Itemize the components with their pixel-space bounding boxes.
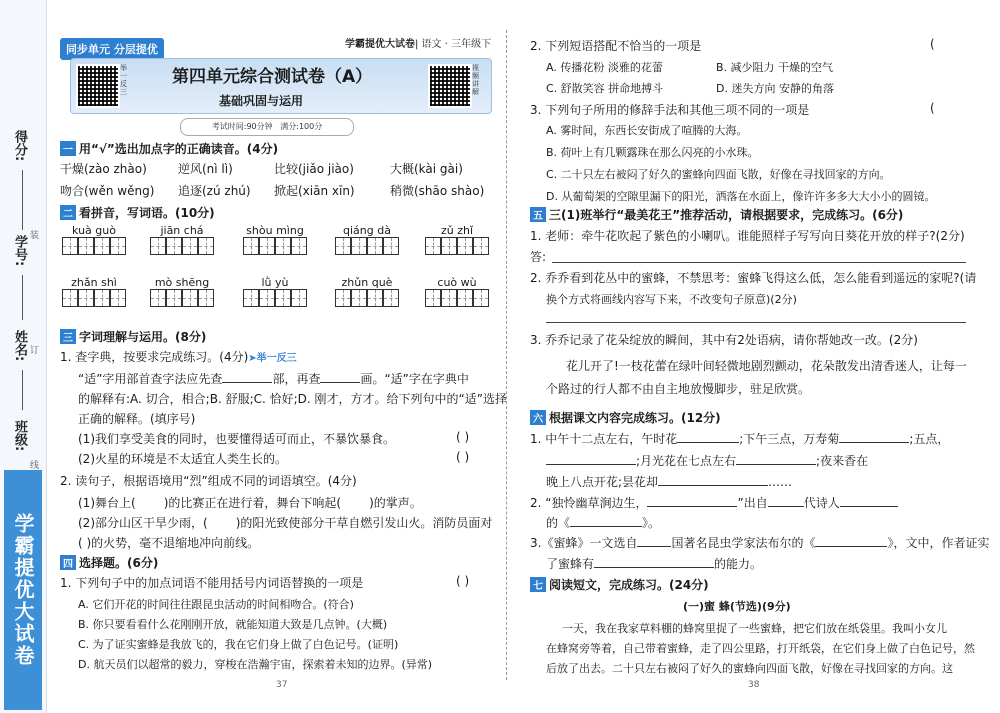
answer-line[interactable]	[546, 322, 966, 323]
pinyin-text: zhǎn shì	[71, 276, 117, 289]
question-3-2: 2. 读句子，根据语境用“烈”组成不同的词语填空。(4分)	[60, 474, 357, 488]
pinyin-text: zhǔn què	[341, 276, 393, 289]
section-1-title	[60, 140, 278, 157]
pinyin-text: kuà guò	[72, 224, 116, 237]
blank[interactable]	[840, 506, 898, 507]
section-2-title	[60, 204, 215, 221]
practice-tag: ➤举一反三	[248, 353, 297, 364]
qr-right-caption: 视频讲解	[472, 64, 479, 96]
fill-line-3	[546, 473, 792, 490]
fill-line-6	[530, 534, 989, 551]
exam-info	[180, 118, 354, 136]
pinyin-cell[interactable]	[62, 224, 126, 255]
pinyin-text: zǔ zhǐ	[440, 224, 474, 237]
section-6-title	[530, 409, 721, 426]
name-label: 姓名:	[12, 330, 27, 362]
blank[interactable]	[658, 485, 768, 486]
pinyin-cell[interactable]	[150, 224, 214, 255]
section-number: 三	[60, 329, 76, 344]
answer-label: 答:	[530, 250, 547, 264]
sentence-b: (2)火星的环境是不太适宜人类生长的。	[78, 452, 287, 466]
pron-item[interactable]: 稍微(shāo shào)	[390, 184, 485, 198]
choice-d[interactable]: D. 从葡萄架的空隙里漏下的阳光，洒落在水面上，像许许多多大大小小的圆镜。	[546, 190, 936, 203]
answer-line[interactable]	[552, 262, 966, 263]
pinyin-cell[interactable]	[243, 224, 307, 255]
text: ……	[768, 475, 793, 489]
binding-mark: 订	[28, 345, 38, 354]
fill-line-7	[546, 555, 762, 572]
page-number-right: 38	[748, 680, 760, 690]
binding-mark: 线	[28, 460, 38, 469]
question-4-2: 2. 下列短语搭配不恰当的一项是	[530, 39, 702, 53]
series-tag: 同步单元 分层提优	[60, 38, 164, 60]
section-number: 一	[60, 141, 76, 156]
lie-sentence-1	[78, 494, 422, 511]
text: )的掌声。	[369, 496, 422, 510]
question-5-1: 1. 老师：牵牛花吹起了紫色的小喇叭。谁能照样子写写向日葵花开放的样子?(2分)	[530, 229, 965, 243]
text: 1. 中午十二点左右，午时花	[530, 432, 678, 446]
blank[interactable]	[222, 382, 272, 383]
pinyin-text: jiān chá	[160, 224, 204, 237]
text: 部，再查	[272, 372, 321, 386]
text: 国著名昆虫学家法布尔的《	[671, 536, 816, 550]
choice-c[interactable]: C. 二十只左右被闷了好久的蜜蜂向四面飞散，好像在寻找回家的方向。	[546, 168, 891, 181]
pinyin-text: shòu mìng	[246, 224, 304, 237]
page-subtitle: 基础巩固与运用	[219, 94, 304, 108]
score-line	[22, 170, 23, 230]
choice-c[interactable]: C. 为了证实蜜蜂是我放飞的，我在它们身上做了白色记号。(证明)	[78, 638, 399, 651]
text: “适”字用部首查字法应先查	[78, 372, 223, 386]
section-heading: 根据课文内容完成练习。(12分)	[549, 411, 721, 425]
student-number-label: 学号:	[12, 235, 27, 267]
blank[interactable]	[815, 546, 887, 547]
choice-d[interactable]: D. 迷失方向 安静的角落	[716, 82, 834, 95]
pinyin-text: cuò wù	[437, 276, 477, 289]
section-7-title	[530, 576, 709, 593]
text: ;月光花在七点左右	[636, 454, 737, 468]
choice-d[interactable]: D. 航天员们以超常的毅力，穿梭在浩瀚宇宙，探索着未知的边界。(异常)	[78, 658, 433, 671]
dictionary-line-2: 的解释有:A. 切合，相合;B. 舒服;C. 恰好;D. 刚才，方才。给下列句中的“适”选择	[78, 392, 507, 406]
section-number: 二	[60, 205, 76, 220]
blank[interactable]	[677, 442, 739, 443]
question-5-2-cont: 换个方式将画线内容写下来，不改变句子原意)(2分)	[546, 293, 797, 306]
answer-paren[interactable]: ( )	[456, 574, 470, 588]
passage-line: 个路过的行人都不由自主地放慢脚步，驻足欣赏。	[546, 382, 811, 396]
blank[interactable]	[637, 546, 671, 547]
pinyin-text: lǜ yù	[261, 276, 289, 289]
qr-code-right-icon[interactable]	[428, 64, 472, 108]
passage-title: (一)蜜 蜂(节选)(9分)	[683, 600, 791, 613]
pron-item[interactable]: 掀起(xiān xīn)	[274, 184, 355, 198]
section-heading: 字词理解与运用。(8分)	[79, 330, 207, 344]
section-3-title	[60, 328, 206, 345]
exam-score: 满分:100分	[280, 122, 323, 131]
text: 画。“适”字在字典中	[360, 372, 469, 386]
choice-a[interactable]: A. 雾时间，东西长安街成了喧腾的大海。	[546, 124, 748, 137]
text: ;夜来香在	[816, 454, 869, 468]
choice-a[interactable]: A. 传播花粉 淡雅的花蕾	[546, 61, 663, 74]
answer-paren[interactable]: (	[930, 101, 935, 115]
section-number: 四	[60, 555, 76, 570]
qr-left-caption: 举一反三	[120, 64, 127, 96]
name-line	[22, 370, 23, 410]
fill-line-1	[530, 430, 949, 447]
text: 代诗人	[803, 496, 840, 510]
question-3-1	[60, 348, 297, 365]
choice-b[interactable]: B. 减少阻力 干燥的空气	[716, 61, 834, 74]
passage-line: 一天，我在我家草料棚的蜂窝里捉了一些蜜蜂，把它们放在纸袋里。我叫小女儿	[562, 622, 947, 635]
lie-sentence-2	[78, 514, 492, 531]
text: ;五点，	[909, 432, 950, 446]
question-4-1: 1. 下列句子中的加点词语不能用括号内词语替换的一项是	[60, 576, 364, 590]
text: 2. “独怜幽草涧边生，	[530, 496, 648, 510]
fill-line-4	[530, 494, 898, 511]
pinyin-text: qiáng dà	[343, 224, 391, 237]
student-number-line	[22, 275, 23, 320]
subject-grade: | 语文 · 三年级下	[415, 39, 492, 50]
passage-line: 在蜂窝旁等着，自己带着蜜蜂，走了四公里路，打开纸袋，在它们身上做了白色记号，然	[546, 642, 975, 655]
text: 的《	[546, 516, 571, 530]
section-heading: 用“√”选出加点字的正确读音。(4分)	[79, 142, 279, 156]
section-heading: 三(1)班举行“最美花王”推荐活动，请根据要求，完成练习。(6分)	[549, 208, 904, 222]
blank[interactable]	[546, 464, 636, 465]
pinyin-cell[interactable]	[425, 224, 489, 255]
answer-paren[interactable]: ( )	[456, 430, 470, 444]
running-header	[345, 35, 491, 50]
pron-item[interactable]: 比较(jiǎo jiào)	[274, 162, 354, 176]
exam-time: 考试时间:90分钟	[211, 122, 273, 131]
text: ;下午三点，万寿菊	[739, 432, 840, 446]
lie-sentence-3: ( )的火势，毫不退缩地冲向前线。	[78, 536, 260, 550]
text: (2)部分山区干旱少雨，(	[78, 516, 208, 530]
text: 》，文中，作者证实	[887, 536, 990, 550]
choice-c[interactable]: C. 舒散笑容 拼命地搏斗	[546, 82, 664, 95]
fill-line-2	[546, 452, 868, 469]
page-divider	[506, 30, 507, 680]
pinyin-cell[interactable]	[150, 276, 214, 307]
section-4-title	[60, 554, 158, 571]
answer-paren[interactable]: (	[930, 37, 935, 51]
section-number: 五	[530, 207, 546, 222]
pinyin-cell[interactable]	[335, 276, 399, 307]
text: (1)舞台上(	[78, 496, 136, 510]
blank[interactable]	[320, 382, 360, 383]
question-text: 1. 查字典，按要求完成练习。(4分)	[60, 350, 249, 364]
pron-item[interactable]: 吻合(wěn wěng)	[60, 184, 155, 198]
page-number-left: 37	[276, 680, 288, 690]
pinyin-cell[interactable]	[62, 276, 126, 307]
series-name: 学霸提优大试卷	[345, 39, 415, 50]
answer-paren[interactable]: ( )	[456, 450, 470, 464]
blank[interactable]	[839, 442, 909, 443]
pinyin-cell[interactable]	[243, 276, 307, 307]
question-5-3: 3. 乔乔记录了花朵绽放的瞬间，其中有2处语病，请你帮她改一改。(2分)	[530, 333, 918, 347]
qr-code-left-icon[interactable]	[76, 64, 120, 108]
text: 了蜜蜂有	[546, 557, 595, 571]
text: )的比赛正在进行着，舞台下响起(	[163, 496, 342, 510]
binding-mark: 装	[28, 230, 38, 239]
sentence-a: (1)我们享受美食的同时，也要懂得适可而止，不暴饮暴食。	[78, 432, 396, 446]
text: 3.《蜜蜂》一文选自	[530, 536, 638, 550]
text: 的能力。	[714, 557, 763, 571]
section-number: 六	[530, 410, 546, 425]
pron-item[interactable]: 逆风(nì lì)	[178, 162, 233, 176]
passage-line: 花儿开了!一枝花蕾在绿叶间轻微地剧烈颤动，花朵散发出清香迷人，让每一	[566, 359, 967, 373]
pinyin-cell[interactable]	[425, 276, 489, 307]
blank[interactable]	[570, 526, 642, 527]
section-heading: 看拼音，写词语。(10分)	[79, 206, 215, 220]
choice-b[interactable]: B. 荷叶上有几颗露珠在那么闪亮的小水珠。	[546, 146, 759, 159]
fill-line-5	[546, 514, 660, 531]
dictionary-line-3: 正确的解释。(填序号)	[78, 412, 196, 426]
section-heading: 选择题。(6分)	[79, 556, 159, 570]
brand-logo: 学霸提优大试卷	[4, 470, 42, 710]
page-title: 第四单元综合测试卷（A）	[172, 67, 373, 87]
pron-item[interactable]: 大概(kài gài)	[390, 162, 463, 176]
blank[interactable]	[594, 567, 714, 568]
text: 》。	[642, 516, 661, 530]
section-number: 七	[530, 577, 546, 592]
blank[interactable]	[736, 464, 816, 465]
text: ”出自	[737, 496, 768, 510]
dictionary-line-1	[78, 370, 469, 387]
question-5-2: 2. 乔乔看到花丛中的蜜蜂，不禁思考：蜜蜂飞得这么低，怎么能看到遥远的家呢?(请	[530, 271, 977, 285]
choice-b[interactable]: B. 你只要看看什么花刚刚开放，就能知道大致是几点钟。(大概)	[78, 618, 388, 631]
text: 晚上八点开花;昙花却	[546, 475, 659, 489]
section-5-title	[530, 206, 903, 223]
section-heading: 阅读短文，完成练习。(24分)	[549, 578, 709, 592]
text: )的阳光致使部分干草自燃引发山火。消防员面对	[235, 516, 493, 530]
score-label: 得分:	[12, 130, 27, 162]
pron-item[interactable]: 干燥(zào zhào)	[60, 162, 147, 176]
pron-item[interactable]: 追逐(zú zhú)	[178, 184, 251, 198]
blank[interactable]	[768, 506, 804, 507]
pinyin-text: mò shēng	[154, 276, 210, 289]
class-label: 班级:	[12, 420, 27, 452]
passage-line: 后放了出去。二十只左右被闷了好久的蜜蜂向四面飞散，好像在寻找回家的方向。这	[546, 662, 953, 675]
question-4-3: 3. 下列句子所用的修辞手法和其他三项不同的一项是	[530, 103, 810, 117]
choice-a[interactable]: A. 它们开花的时间往往跟昆虫活动的时间相吻合。(符合)	[78, 598, 354, 611]
pinyin-cell[interactable]	[335, 224, 399, 255]
blank[interactable]	[647, 506, 737, 507]
